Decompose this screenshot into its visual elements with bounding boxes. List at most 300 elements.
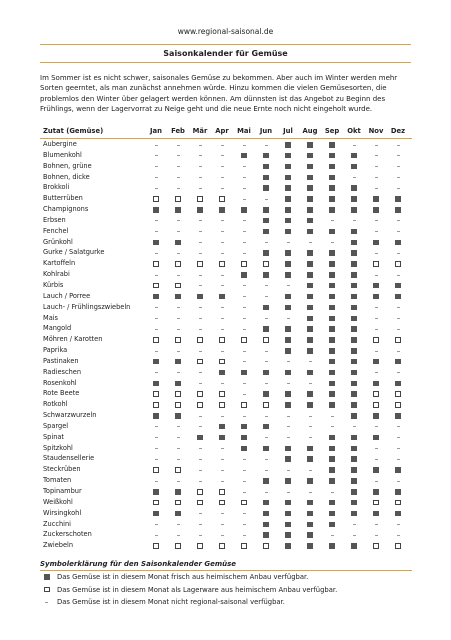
- filled-square-icon: [329, 153, 335, 159]
- month-header: Jun: [259, 127, 273, 135]
- filled-square-icon: [219, 207, 225, 213]
- legend-row-none: [40, 596, 420, 609]
- dash-icon: [177, 459, 180, 460]
- filled-square-icon: [44, 574, 50, 580]
- dash-icon: [155, 329, 158, 330]
- month-cell: [321, 204, 343, 215]
- filled-square-icon: [351, 413, 357, 419]
- month-cell: [343, 269, 365, 280]
- month-header: Dez: [390, 127, 406, 135]
- dash-icon: [397, 318, 400, 319]
- table-row: [40, 443, 412, 454]
- month-header: Mär: [192, 127, 208, 135]
- month-cell: [299, 443, 321, 454]
- month-cell: [189, 247, 211, 258]
- month-cell: [145, 302, 167, 313]
- month-cell: [233, 486, 255, 497]
- month-cell: [321, 313, 343, 324]
- filled-square-icon: [175, 240, 181, 246]
- dash-icon: [199, 177, 202, 178]
- month-cell: [255, 540, 277, 551]
- empty-square-icon: [197, 500, 203, 506]
- filled-square-icon: [153, 381, 159, 387]
- filled-square-icon: [307, 272, 313, 278]
- dash-icon: [397, 275, 400, 276]
- month-cell: [189, 475, 211, 486]
- dash-icon: [309, 437, 312, 438]
- dash-icon: [353, 524, 356, 525]
- month-cell: [387, 334, 409, 345]
- vegetable-name: Bohnen, grüne: [43, 161, 92, 170]
- table-row: [40, 508, 412, 519]
- month-cell: [255, 215, 277, 226]
- filled-square-icon: [307, 207, 313, 213]
- month-cell: [211, 388, 233, 399]
- dash-icon: [375, 275, 378, 276]
- month-cell: [365, 269, 387, 280]
- filled-square-icon: [395, 413, 401, 419]
- month-cell: [365, 150, 387, 161]
- filled-square-icon: [285, 511, 291, 517]
- month-cell: [365, 193, 387, 204]
- month-cell: [321, 508, 343, 519]
- month-cell: [299, 453, 321, 464]
- month-cell: [233, 226, 255, 237]
- filled-square-icon: [351, 402, 357, 408]
- table-row: [40, 247, 412, 258]
- dash-icon: [375, 481, 378, 482]
- month-cell: [255, 291, 277, 302]
- month-cell: [277, 356, 299, 367]
- table-row: [40, 182, 412, 193]
- dash-icon: [199, 481, 202, 482]
- month-cell: [299, 464, 321, 475]
- filled-square-icon: [351, 381, 357, 387]
- month-cell: [387, 388, 409, 399]
- dash-icon: [397, 145, 400, 146]
- filled-square-icon: [307, 316, 313, 322]
- empty-square-icon: [175, 337, 181, 343]
- dash-icon: [199, 145, 202, 146]
- month-cell: [277, 258, 299, 269]
- month-cell: [145, 345, 167, 356]
- filled-square-icon: [285, 261, 291, 267]
- dash-icon: [221, 188, 224, 189]
- month-cell: [299, 161, 321, 172]
- filled-square-icon: [241, 424, 247, 430]
- month-cell: [299, 519, 321, 530]
- month-cell: [233, 453, 255, 464]
- month-cell: [255, 486, 277, 497]
- dash-icon: [243, 307, 246, 308]
- filled-square-icon: [373, 467, 379, 473]
- dash-icon: [199, 155, 202, 156]
- month-cell: [167, 172, 189, 183]
- filled-square-icon: [351, 207, 357, 213]
- month-cell: [343, 367, 365, 378]
- month-cell: [321, 269, 343, 280]
- month-cell: [167, 161, 189, 172]
- empty-square-icon: [153, 500, 159, 506]
- dash-icon: [375, 459, 378, 460]
- dash-icon: [177, 524, 180, 525]
- empty-square-icon: [373, 391, 379, 397]
- dash-icon: [221, 318, 224, 319]
- month-cell: [145, 323, 167, 334]
- month-cell: [321, 215, 343, 226]
- dash-icon: [155, 535, 158, 536]
- filled-square-icon: [307, 337, 313, 343]
- month-cell: [189, 519, 211, 530]
- month-cell: [343, 150, 365, 161]
- filled-square-icon: [197, 435, 203, 441]
- month-cell: [211, 486, 233, 497]
- page-title: Saisonkalender für Gemüse: [163, 49, 288, 58]
- empty-square-icon: [197, 489, 203, 495]
- month-cell: [255, 204, 277, 215]
- month-cell: [145, 464, 167, 475]
- month-cell: [189, 215, 211, 226]
- filled-square-icon: [175, 207, 181, 213]
- month-cell: [211, 237, 233, 248]
- month-cell: [321, 497, 343, 508]
- dash-icon: [265, 416, 268, 417]
- empty-square-icon: [44, 587, 50, 593]
- empty-square-icon: [219, 196, 225, 202]
- filled-square-icon: [263, 326, 269, 332]
- filled-square-icon: [153, 489, 159, 495]
- filled-square-icon: [395, 283, 401, 289]
- month-cell: [255, 139, 277, 150]
- month-cell: [277, 302, 299, 313]
- month-cell: [211, 269, 233, 280]
- month-cell: [321, 540, 343, 551]
- filled-square-icon: [153, 240, 159, 246]
- dash-icon: [243, 318, 246, 319]
- month-cell: [167, 334, 189, 345]
- dash-icon: [309, 492, 312, 493]
- month-cell: [189, 334, 211, 345]
- empty-square-icon: [219, 261, 225, 267]
- month-cell: [321, 443, 343, 454]
- dash-icon: [397, 448, 400, 449]
- filled-square-icon: [307, 456, 313, 462]
- vegetable-name: Mangold: [43, 324, 72, 333]
- month-cell: [145, 540, 167, 551]
- filled-square-icon: [351, 272, 357, 278]
- month-cell: [255, 247, 277, 258]
- dash-icon: [243, 329, 246, 330]
- month-cell: [189, 139, 211, 150]
- month-cell: [145, 269, 167, 280]
- legend: [40, 560, 420, 609]
- vegetable-name: Brokkoli: [43, 183, 70, 192]
- vegetable-name: Pastinaken: [43, 356, 79, 365]
- dash-icon: [155, 307, 158, 308]
- month-cell: [145, 508, 167, 519]
- filled-square-icon: [329, 305, 335, 311]
- table-body: [40, 139, 412, 551]
- month-cell: [255, 323, 277, 334]
- filled-square-icon: [307, 391, 313, 397]
- month-cell: [343, 529, 365, 540]
- month-cell: [321, 334, 343, 345]
- dash-icon: [243, 199, 246, 200]
- table-row: [40, 497, 412, 508]
- dash-icon: [309, 426, 312, 427]
- month-cell: [387, 367, 409, 378]
- month-cell: [145, 529, 167, 540]
- month-cell: [189, 399, 211, 410]
- empty-square-icon: [175, 283, 181, 289]
- table-row: [40, 388, 412, 399]
- empty-square-icon: [197, 359, 203, 365]
- month-cell: [189, 313, 211, 324]
- empty-square-icon: [395, 261, 401, 267]
- dash-icon: [199, 448, 202, 449]
- month-cell: [145, 486, 167, 497]
- month-cell: [321, 356, 343, 367]
- month-cell: [255, 161, 277, 172]
- month-cell: [233, 508, 255, 519]
- month-cell: [211, 172, 233, 183]
- table-row: [40, 237, 412, 248]
- month-cell: [145, 443, 167, 454]
- empty-square-icon: [197, 337, 203, 343]
- empty-square-icon: [175, 196, 181, 202]
- month-cell: [233, 139, 255, 150]
- empty-square-icon: [219, 391, 225, 397]
- month-cell: [167, 421, 189, 432]
- month-cell: [387, 345, 409, 356]
- filled-square-icon: [351, 196, 357, 202]
- dash-icon: [221, 470, 224, 471]
- dash-icon: [177, 177, 180, 178]
- filled-square-icon: [285, 348, 291, 354]
- dash-icon: [221, 242, 224, 243]
- month-cell: [167, 193, 189, 204]
- vegetable-name: Rosenkohl: [43, 378, 77, 387]
- dash-icon: [177, 275, 180, 276]
- month-cell: [189, 258, 211, 269]
- month-cell: [277, 529, 299, 540]
- month-cell: [255, 529, 277, 540]
- dash-icon: [155, 220, 158, 221]
- month-cell: [145, 237, 167, 248]
- month-cell: [365, 388, 387, 399]
- month-cell: [365, 378, 387, 389]
- dash-icon: [397, 437, 400, 438]
- dash-icon: [331, 426, 334, 427]
- month-cell: [189, 280, 211, 291]
- month-cell: [145, 204, 167, 215]
- filled-square-icon: [263, 478, 269, 484]
- vegetable-name: Kohlrabi: [43, 270, 70, 279]
- month-cell: [343, 215, 365, 226]
- dash-icon: [331, 220, 334, 221]
- filled-square-icon: [351, 478, 357, 484]
- dash-icon: [221, 448, 224, 449]
- filled-square-icon: [395, 489, 401, 495]
- month-cell: [255, 150, 277, 161]
- dash-icon: [199, 318, 202, 319]
- month-cell: [343, 399, 365, 410]
- dash-icon: [199, 351, 202, 352]
- filled-square-icon: [263, 522, 269, 528]
- month-cell: [387, 269, 409, 280]
- month-cell: [233, 204, 255, 215]
- month-cell: [321, 519, 343, 530]
- month-cell: [277, 378, 299, 389]
- filled-square-icon: [329, 175, 335, 181]
- month-cell: [299, 193, 321, 204]
- empty-square-icon: [175, 500, 181, 506]
- month-cell: [255, 453, 277, 464]
- month-cell: [211, 443, 233, 454]
- filled-square-icon: [329, 456, 335, 462]
- table-row: [40, 540, 412, 551]
- dash-icon: [265, 285, 268, 286]
- dash-icon: [243, 470, 246, 471]
- empty-square-icon: [197, 261, 203, 267]
- month-cell: [387, 540, 409, 551]
- dash-icon: [375, 155, 378, 156]
- month-cell: [167, 464, 189, 475]
- filled-square-icon: [351, 391, 357, 397]
- dash-icon: [199, 231, 202, 232]
- vegetable-name: Paprika: [43, 346, 68, 355]
- month-cell: [299, 247, 321, 258]
- month-cell: [299, 399, 321, 410]
- dash-icon: [375, 166, 378, 167]
- empty-square-icon: [241, 543, 247, 549]
- filled-square-icon: [285, 185, 291, 191]
- month-cell: [343, 497, 365, 508]
- month-cell: [321, 388, 343, 399]
- empty-square-icon: [219, 543, 225, 549]
- filled-square-icon: [219, 370, 225, 376]
- filled-square-icon: [241, 370, 247, 376]
- month-cell: [255, 302, 277, 313]
- dash-icon: [221, 481, 224, 482]
- dash-icon: [287, 318, 290, 319]
- dash-icon: [309, 416, 312, 417]
- filled-square-icon: [351, 511, 357, 517]
- month-cell: [365, 215, 387, 226]
- dash-icon: [265, 351, 268, 352]
- month-cell: [387, 247, 409, 258]
- dash-icon: [287, 361, 290, 362]
- month-cell: [299, 280, 321, 291]
- month-cell: [343, 345, 365, 356]
- month-cell: [365, 280, 387, 291]
- filled-square-icon: [285, 142, 291, 148]
- month-cell: [387, 302, 409, 313]
- filled-square-icon: [263, 500, 269, 506]
- filled-square-icon: [351, 467, 357, 473]
- filled-square-icon: [285, 196, 291, 202]
- dash-icon: [177, 481, 180, 482]
- dash-icon: [155, 459, 158, 460]
- month-cell: [233, 497, 255, 508]
- month-cell: [321, 139, 343, 150]
- vegetable-name: Spargel: [43, 421, 69, 430]
- dash-icon: [375, 524, 378, 525]
- dash-icon: [221, 524, 224, 525]
- month-cell: [321, 475, 343, 486]
- month-cell: [387, 356, 409, 367]
- month-cell: [343, 204, 365, 215]
- filled-square-icon: [153, 413, 159, 419]
- filled-square-icon: [307, 218, 313, 224]
- month-cell: [365, 410, 387, 421]
- month-cell: [387, 323, 409, 334]
- month-cell: [365, 247, 387, 258]
- table-row: [40, 193, 412, 204]
- dash-icon: [265, 492, 268, 493]
- month-cell: [255, 378, 277, 389]
- filled-square-icon: [351, 348, 357, 354]
- dash-icon: [265, 470, 268, 471]
- dash-icon: [287, 285, 290, 286]
- month-cell: [189, 443, 211, 454]
- month-cell: [233, 519, 255, 530]
- dash-icon: [155, 145, 158, 146]
- filled-square-icon: [307, 370, 313, 376]
- month-cell: [233, 313, 255, 324]
- dash-icon: [353, 220, 356, 221]
- dash-icon: [221, 535, 224, 536]
- dash-icon: [177, 231, 180, 232]
- month-cell: [299, 529, 321, 540]
- dash-icon: [221, 416, 224, 417]
- month-cell: [255, 388, 277, 399]
- empty-square-icon: [197, 391, 203, 397]
- filled-square-icon: [285, 391, 291, 397]
- month-cell: [343, 540, 365, 551]
- month-cell: [299, 313, 321, 324]
- filled-square-icon: [351, 240, 357, 246]
- month-cell: [233, 475, 255, 486]
- month-cell: [343, 356, 365, 367]
- month-cell: [189, 237, 211, 248]
- dash-icon: [155, 231, 158, 232]
- table-row: [40, 172, 412, 183]
- intro-text: Im Sommer ist es nicht schwer, saisonales Gemüse zu bekommen. Aber auch im Winter werden mehr Sorten geerntet, als man zunächst annehmen würde. Hinzu kommen die vielen Gemüsesorten, die problemlos den Winter über gelagert werden können. Am dünnsten ist das Angebot zu Beginn des Frühlings, wenn der Lagervorrat zu Neige geht und die neue Ernte noch nicht eingeholt wurde.: [40, 74, 398, 114]
- month-cell: [145, 182, 167, 193]
- vegetable-name: Grünkohl: [43, 237, 73, 246]
- filled-square-icon: [351, 446, 357, 452]
- empty-square-icon: [263, 543, 269, 549]
- table-row: [40, 421, 412, 432]
- dash-icon: [177, 253, 180, 254]
- month-cell: [277, 204, 299, 215]
- month-cell: [321, 421, 343, 432]
- month-cell: [387, 529, 409, 540]
- filled-square-icon: [373, 294, 379, 300]
- filled-square-icon: [351, 305, 357, 311]
- month-cell: [299, 540, 321, 551]
- vegetable-name: Zucchini: [43, 519, 71, 528]
- dash-icon: [243, 383, 246, 384]
- month-cell: [167, 237, 189, 248]
- month-cell: [365, 367, 387, 378]
- month-cell: [189, 345, 211, 356]
- month-cell: [233, 215, 255, 226]
- dash-icon: [353, 177, 356, 178]
- month-cell: [145, 421, 167, 432]
- filled-square-icon: [153, 359, 159, 365]
